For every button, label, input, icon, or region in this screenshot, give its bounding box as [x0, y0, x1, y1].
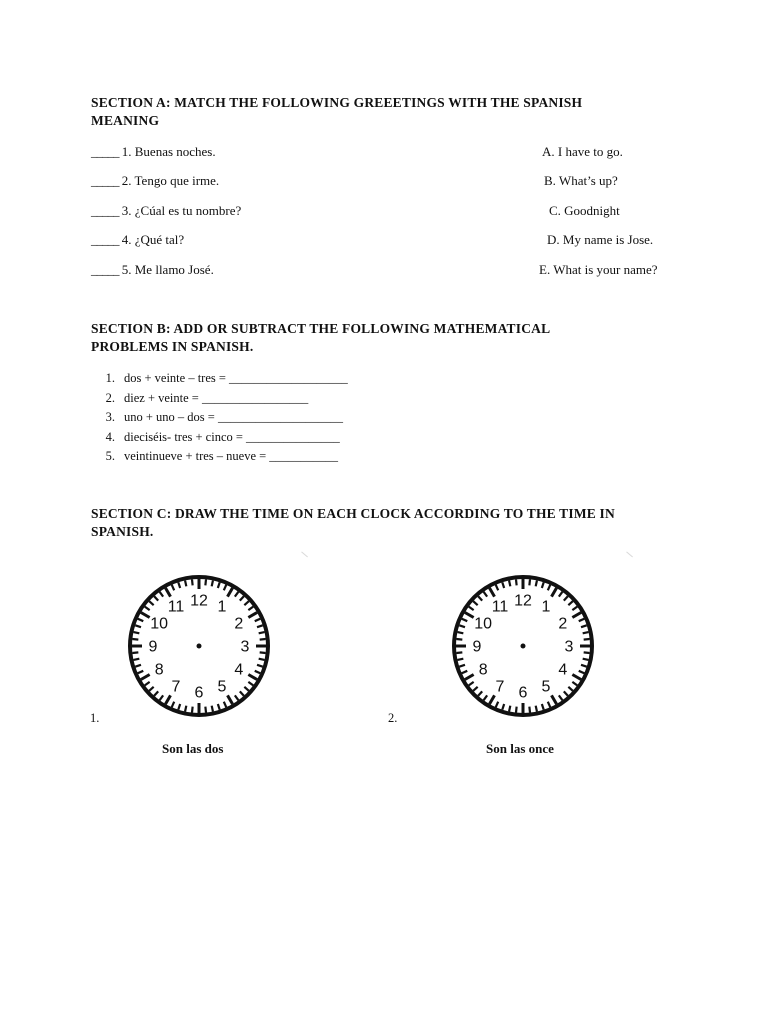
minute-tick — [212, 706, 213, 712]
clock-numeral: 10 — [150, 615, 169, 633]
minute-tick — [473, 601, 477, 605]
math-problem — [91, 408, 348, 428]
minute-tick — [178, 582, 180, 588]
greeting-item-1 — [91, 144, 216, 160]
clock-number-label-2: 2. — [388, 711, 398, 725]
minute-tick — [496, 702, 498, 707]
clock-center-dot — [197, 644, 202, 649]
minute-tick — [240, 596, 244, 600]
greeting-item-2 — [91, 173, 219, 189]
minute-tick — [160, 592, 164, 597]
clock-numeral: 1 — [541, 598, 551, 616]
minute-tick — [579, 671, 584, 673]
minute-tick — [178, 704, 180, 710]
minute-tick — [462, 671, 467, 673]
meaning-option-b: B. What’s up? — [544, 173, 618, 188]
clock-center-dot — [521, 644, 526, 649]
clock-numeral: 11 — [167, 598, 185, 616]
minute-tick — [509, 580, 510, 586]
minute-tick — [559, 592, 563, 597]
problem-text[interactable]: diez + veinte = _________________ — [124, 390, 309, 405]
math-problem-list — [91, 369, 348, 467]
greeting-text: 4. ¿Qué tal? — [121, 232, 185, 247]
minute-tick — [224, 702, 226, 707]
section-b-heading — [91, 320, 550, 356]
minute-tick — [154, 691, 158, 695]
math-problem — [91, 389, 348, 409]
minute-tick — [469, 682, 474, 686]
minute-tick — [172, 585, 174, 590]
math-problem — [91, 447, 348, 467]
minute-tick — [133, 659, 139, 660]
clock-numeral: 9 — [472, 638, 482, 656]
hour-tick — [141, 613, 150, 618]
minute-tick — [572, 682, 577, 686]
clock-numeral: 5 — [217, 678, 227, 696]
minute-tick — [160, 695, 164, 700]
answer-blank[interactable]: _____ — [91, 262, 119, 277]
section-c-heading — [91, 505, 615, 541]
problem-number: 2. — [105, 390, 115, 405]
greeting-item-4 — [91, 232, 184, 248]
clock-numeral: 11 — [491, 598, 509, 616]
answer-blank[interactable]: _____ — [91, 144, 119, 159]
meaning-option-a: A. I have to go. — [542, 144, 623, 159]
minute-tick — [149, 601, 153, 605]
minute-tick — [244, 687, 248, 691]
minute-tick — [192, 707, 193, 713]
minute-tick — [459, 665, 465, 667]
problem-number: 5. — [105, 449, 115, 463]
greeting-item-5 — [91, 262, 214, 278]
problem-text[interactable]: dos + veinte – tres = ___________________ — [124, 371, 348, 385]
hour-tick — [228, 695, 233, 704]
section-a-heading-line1: SECTION A: MATCH THE FOLLOWING GREEETINGS WITH THE SPANISH — [91, 95, 583, 110]
minute-tick — [248, 682, 253, 686]
hour-tick — [166, 588, 171, 597]
hour-tick — [572, 675, 581, 680]
minute-tick — [516, 707, 517, 713]
greeting-text: 1. Buenas noches. — [121, 144, 216, 159]
minute-tick — [255, 619, 260, 621]
minute-tick — [257, 665, 263, 667]
minute-tick — [509, 706, 510, 712]
meaning-option-e: E. What is your name? — [539, 262, 658, 277]
minute-tick — [583, 659, 589, 660]
minute-tick — [132, 639, 138, 640]
clock-numeral: 7 — [495, 678, 505, 696]
section-a-heading-line2: MEANING — [91, 113, 160, 128]
minute-tick — [516, 579, 517, 585]
clock-icon — [451, 574, 595, 718]
minute-tick — [502, 582, 504, 588]
answer-blank[interactable]: _____ — [91, 203, 119, 218]
hour-tick — [490, 695, 495, 704]
minute-tick — [583, 632, 589, 633]
clock-numeral: 12 — [190, 592, 208, 610]
section-b-heading-line1: SECTION B: ADD OR SUBTRACT THE FOLLOWING MATHEMATICAL — [91, 321, 551, 336]
hour-tick — [141, 675, 150, 680]
minute-tick — [235, 592, 239, 597]
hour-tick — [248, 675, 257, 680]
minute-tick — [469, 607, 474, 611]
section-a-heading — [91, 94, 582, 130]
minute-tick — [502, 704, 504, 710]
minute-tick — [135, 625, 141, 627]
minute-tick — [529, 707, 530, 713]
clock-numeral: 12 — [514, 592, 532, 610]
minute-tick — [235, 695, 239, 700]
minute-tick — [260, 639, 266, 640]
minute-tick — [536, 580, 537, 586]
minute-tick — [478, 691, 482, 695]
minute-tick — [548, 702, 550, 707]
minute-tick — [260, 652, 266, 653]
math-problem — [91, 428, 348, 448]
minute-tick — [240, 691, 244, 695]
clock-numeral: 1 — [217, 598, 227, 616]
clock-numeral: 5 — [541, 678, 551, 696]
section-b-heading-line2: PROBLEMS IN SPANISH. — [91, 339, 254, 354]
hour-tick — [552, 695, 557, 704]
greeting-text: 5. Me llamo José. — [121, 262, 214, 277]
problem-number: 4. — [105, 429, 115, 444]
math-problem — [91, 369, 348, 389]
minute-tick — [248, 607, 253, 611]
clock-number-label-1: 1. — [90, 711, 100, 725]
minute-tick — [457, 632, 463, 633]
minute-tick — [572, 607, 577, 611]
hour-tick — [166, 695, 171, 704]
minute-tick — [529, 579, 530, 585]
answer-blank[interactable]: _____ — [91, 173, 119, 188]
minute-tick — [149, 687, 153, 691]
minute-tick — [542, 704, 544, 710]
minute-tick — [132, 652, 138, 653]
clock-caption-2: Son las once — [486, 741, 554, 756]
minute-tick — [218, 582, 220, 588]
clock-numeral: 9 — [148, 638, 158, 656]
minute-tick — [584, 639, 590, 640]
meaning-option-c: C. Goodnight — [549, 203, 620, 218]
clock-numeral: 2 — [558, 615, 568, 633]
minute-tick — [459, 625, 465, 627]
clock-numeral: 8 — [154, 661, 164, 679]
hour-tick — [248, 613, 257, 618]
hour-tick — [228, 588, 233, 597]
hour-tick — [552, 588, 557, 597]
hour-tick — [465, 675, 474, 680]
scan-mark — [296, 551, 308, 563]
clock-icon — [127, 574, 271, 718]
minute-tick — [172, 702, 174, 707]
scan-mark — [621, 551, 633, 563]
clock-numeral: 3 — [564, 638, 574, 656]
clock-numeral: 4 — [234, 661, 244, 679]
minute-tick — [257, 625, 263, 627]
minute-tick — [138, 671, 143, 673]
problem-text[interactable]: veintinueve + tres – nueve = ___________ — [124, 449, 339, 463]
minute-tick — [484, 592, 488, 597]
minute-tick — [212, 580, 213, 586]
minute-tick — [548, 585, 550, 590]
section-c-heading-line2: SPANISH. — [91, 524, 154, 539]
minute-tick — [564, 596, 568, 600]
minute-tick — [462, 619, 467, 621]
minute-tick — [579, 619, 584, 621]
answer-blank[interactable]: _____ — [91, 232, 119, 247]
minute-tick — [456, 639, 462, 640]
minute-tick — [478, 596, 482, 600]
minute-tick — [145, 607, 150, 611]
hour-tick — [465, 613, 474, 618]
minute-tick — [581, 625, 587, 627]
greeting-text: 2. Tengo que irme. — [121, 173, 220, 188]
problem-number: 3. — [105, 410, 115, 424]
minute-tick — [542, 582, 544, 588]
minute-tick — [145, 682, 150, 686]
minute-tick — [484, 695, 488, 700]
clock-face-2[interactable] — [451, 574, 595, 718]
clock-numeral: 8 — [478, 661, 488, 679]
problem-text[interactable]: uno + uno – dos = ____________________ — [124, 410, 343, 424]
clock-numeral: 6 — [194, 684, 204, 702]
minute-tick — [192, 579, 193, 585]
minute-tick — [496, 585, 498, 590]
minute-tick — [568, 601, 572, 605]
minute-tick — [564, 691, 568, 695]
minute-tick — [255, 671, 260, 673]
minute-tick — [133, 632, 139, 633]
minute-tick — [568, 687, 572, 691]
greeting-item-3 — [91, 203, 241, 219]
problem-text[interactable]: dieciséis- tres + cinco = _______________ — [124, 429, 340, 444]
minute-tick — [259, 659, 265, 660]
clock-numeral: 10 — [474, 615, 493, 633]
clock-numeral: 2 — [234, 615, 244, 633]
minute-tick — [536, 706, 537, 712]
minute-tick — [457, 659, 463, 660]
section-c-heading-line1: SECTION C: DRAW THE TIME ON EACH CLOCK ACCORDING TO THE TIME IN — [91, 506, 615, 521]
minute-tick — [473, 687, 477, 691]
clock-caption-1: Son las dos — [162, 741, 224, 756]
minute-tick — [259, 632, 265, 633]
clock-face-1[interactable] — [127, 574, 271, 718]
hour-tick — [490, 588, 495, 597]
problem-number: 1. — [105, 371, 115, 385]
meaning-option-d: D. My name is Jose. — [547, 232, 654, 247]
minute-tick — [138, 619, 143, 621]
clock-numeral: 3 — [240, 638, 250, 656]
clock-numeral: 4 — [558, 661, 568, 679]
minute-tick — [205, 579, 206, 585]
minute-tick — [224, 585, 226, 590]
minute-tick — [135, 665, 141, 667]
minute-tick — [218, 704, 220, 710]
minute-tick — [456, 652, 462, 653]
minute-tick — [559, 695, 563, 700]
greeting-text: 3. ¿Cúal es tu nombre? — [121, 203, 242, 218]
minute-tick — [205, 707, 206, 713]
minute-tick — [584, 652, 590, 653]
hour-tick — [572, 613, 581, 618]
minute-tick — [154, 596, 158, 600]
clock-numeral: 6 — [518, 684, 528, 702]
clock-numeral: 7 — [171, 678, 181, 696]
minute-tick — [581, 665, 587, 667]
minute-tick — [244, 601, 248, 605]
minute-tick — [185, 580, 186, 586]
minute-tick — [185, 706, 186, 712]
